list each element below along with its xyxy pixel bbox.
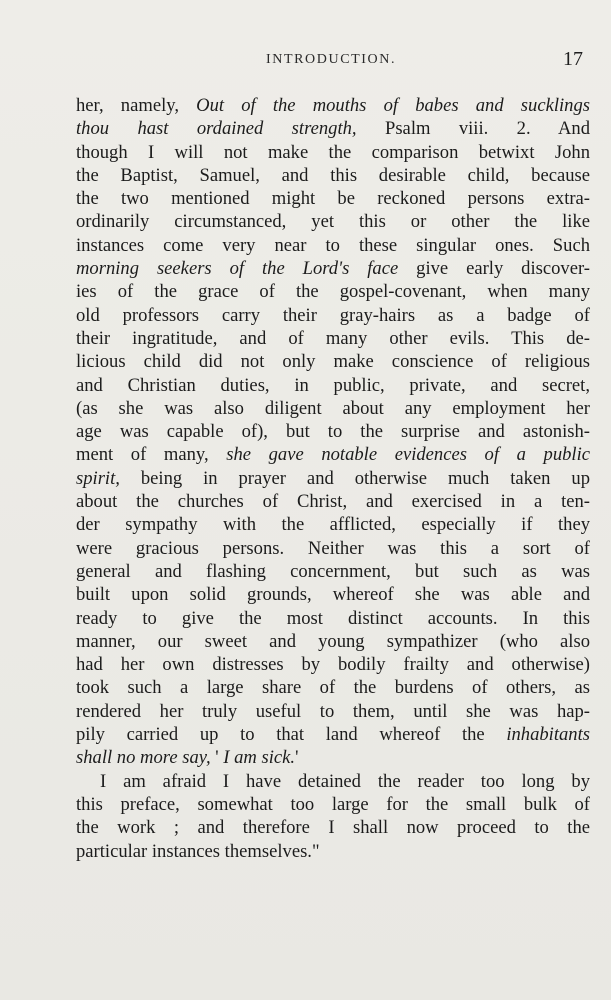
text-run: though I will not make the comparison betwixt John <box>76 141 590 163</box>
body-text <box>76 94 590 863</box>
text-run: the Baptist, Samuel, and this desirable child, because <box>76 164 590 186</box>
text-run: ment of many, <box>76 444 227 466</box>
text-run: their ingratitude, and of many other evils. This de- <box>76 327 590 349</box>
text-run: licious child did not only make conscience of religious <box>76 351 590 373</box>
text-run: this preface, somewhat too large for the small bulk of <box>76 793 590 815</box>
text-line <box>76 770 590 793</box>
text-line <box>76 676 590 699</box>
italic-phrase: thou hast ordained strength, <box>76 118 357 140</box>
text-line <box>76 840 590 863</box>
text-run: had her own distresses by bodily frailty and otherwise) <box>76 654 590 676</box>
text-line <box>76 653 590 676</box>
text-line <box>76 187 590 210</box>
text-run: about the churches of Christ, and exercised in a ten- <box>76 491 590 513</box>
text-line <box>76 443 590 466</box>
text-run: ies of the grace of the gospel-covenant, when many <box>76 281 590 303</box>
text-run: ordinarily circumstanced, yet this or other the like <box>76 211 590 233</box>
text-run: being in prayer and otherwise much taken up <box>119 467 590 489</box>
text-line <box>76 816 590 839</box>
text-run: ' <box>295 747 299 769</box>
italic-phrase: I am sick. <box>218 747 296 769</box>
text-line <box>76 327 590 350</box>
text-run: general and flashing concernment, but such as was <box>76 560 590 582</box>
text-line <box>76 304 590 327</box>
text-run: and Christian duties, in public, private, and secret, <box>76 374 590 396</box>
text-run: the work ; and therefore I shall now proceed to the <box>76 817 590 839</box>
text-line <box>76 234 590 257</box>
text-line <box>76 537 590 560</box>
text-line <box>76 117 590 140</box>
text-line <box>76 210 590 233</box>
text-run: give early discover- <box>398 258 590 280</box>
text-run: der sympathy with the afflicted, especially if they <box>76 514 590 536</box>
text-run: particular instances themselves." <box>76 840 320 862</box>
page-number: 17 <box>563 48 583 70</box>
text-line <box>76 141 590 164</box>
text-run: built upon solid grounds, whereof she was able and <box>76 584 590 606</box>
italic-phrase: she gave notable evidences of a public <box>226 444 590 466</box>
text-run: rendered her truly useful to them, until she was hap- <box>76 700 590 722</box>
italic-phrase: Out of the mouths of babes and sucklings <box>196 95 590 116</box>
text-line <box>76 700 590 723</box>
text-line <box>76 420 590 443</box>
text-line <box>76 513 590 536</box>
text-run: took such a large share of the burdens of others, as <box>76 677 590 699</box>
text-line <box>76 560 590 583</box>
text-line <box>76 723 590 746</box>
text-run: the two mentioned might be reckoned persons extra- <box>76 188 590 210</box>
text-run: pily carried up to that land whereof the <box>76 724 507 746</box>
text-line <box>76 257 590 280</box>
text-line <box>76 630 590 653</box>
text-line <box>76 490 590 513</box>
text-line <box>76 280 590 303</box>
text-line <box>76 94 590 117</box>
italic-phrase: inhabitants <box>506 724 590 746</box>
text-run: Psalm viii. 2. And <box>356 118 591 140</box>
text-run: manner, our sweet and young sympathizer (who also <box>76 630 590 652</box>
text-run: I am afraid I have detained the reader too long by <box>100 770 590 792</box>
text-line <box>76 746 590 769</box>
text-line <box>76 583 590 606</box>
text-run: old professors carry their gray-hairs as a badge of <box>76 304 590 326</box>
text-line <box>76 350 590 373</box>
text-line <box>76 607 590 630</box>
text-run: (as she was also diligent about any employment her <box>76 397 590 419</box>
text-run: age was capable of), but to the surprise and astonish- <box>76 421 590 443</box>
text-run: ' <box>215 747 219 769</box>
text-line <box>76 467 590 490</box>
text-line <box>76 164 590 187</box>
text-line <box>76 793 590 816</box>
text-line <box>76 397 590 420</box>
text-run: ready to give the most distinct accounts. In this <box>76 607 590 629</box>
running-head <box>0 48 611 72</box>
running-title: INTRODUCTION. <box>266 52 397 67</box>
italic-phrase: morning seekers of the Lord's face <box>76 258 399 280</box>
italic-phrase: spirit, <box>76 467 120 489</box>
text-run: instances come very near to these singular ones. Such <box>76 234 590 256</box>
italic-phrase: shall no more say, <box>76 747 216 769</box>
text-run: her, namely, <box>76 95 197 116</box>
text-run: were gracious persons. Neither was this a sort of <box>76 537 590 559</box>
text-line <box>76 374 590 397</box>
